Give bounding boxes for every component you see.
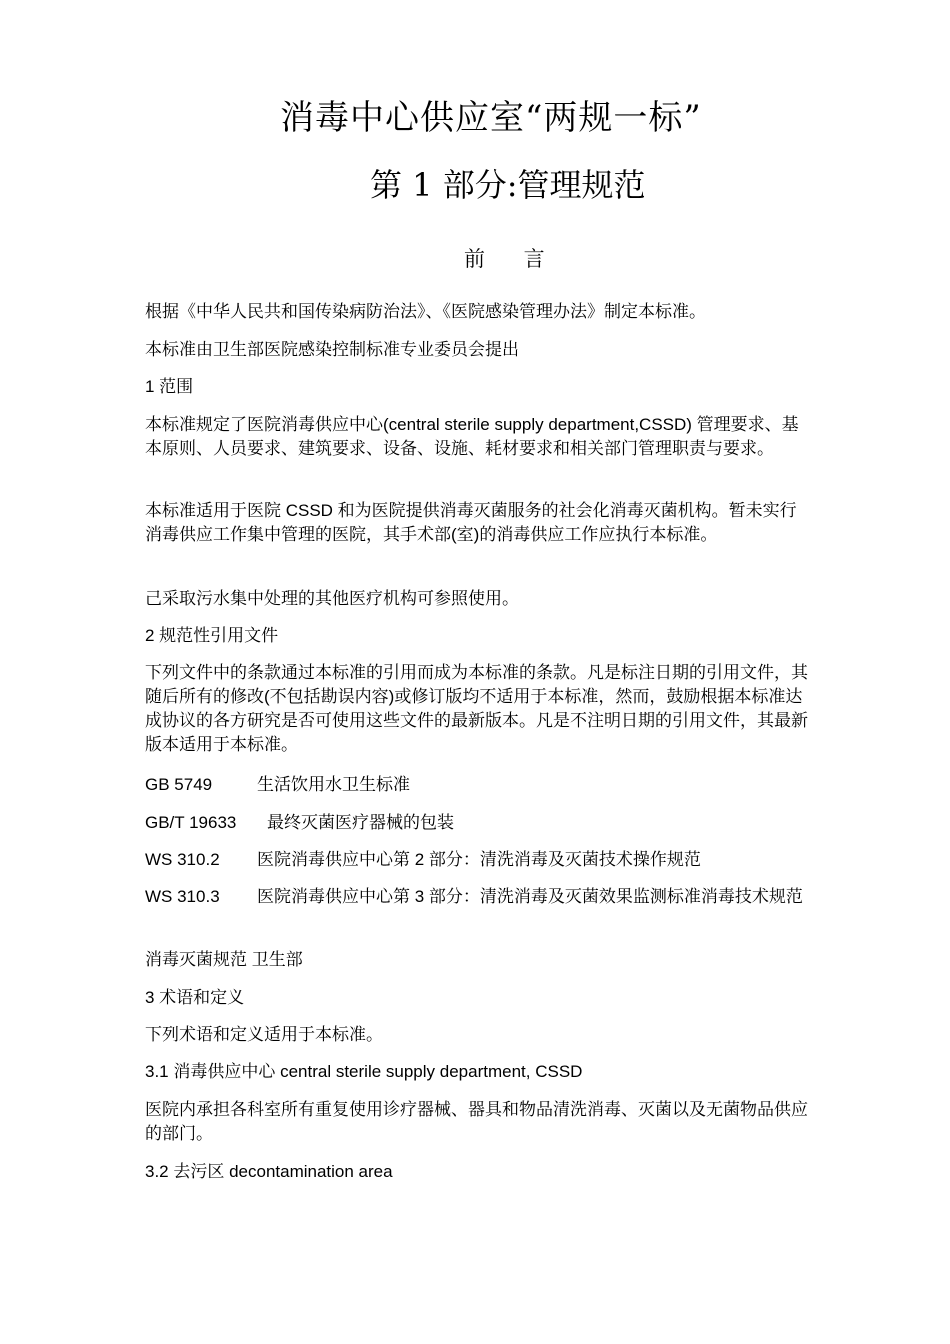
reference-title: 最终灭菌医疗器械的包装 (267, 813, 454, 832)
section-heading-text: 1 范围 (145, 377, 194, 396)
paragraph (145, 300, 810, 324)
reference-code: WS 310.3 (145, 887, 220, 906)
subsection-heading (145, 1160, 810, 1184)
paragraph-text: 下列文件中的条款通过本标准的引用而成为本标准的条款。凡是标注日期的引用文件，其随后所有的修改(不包括勘误内容)或修订版均不适用于本标准，然而，鼓励根据本标准达成协议的各方研究是否可使用这些文件的最新版本。凡是不注明日期的引用文件，其最新版本适用于本标准。 (145, 663, 808, 754)
paragraph-text: 本标准规定了医院消毒供应中心(central sterile supply department,CSSD) 管理要求、基本原则、人员要求、建筑要求、设备、设施、耗材要求和相关部门管理职责与要求。 (145, 415, 799, 458)
paragraph (145, 661, 810, 757)
subsection-heading-text: 3.2 去污区 decontamination area (145, 1162, 393, 1181)
reference-code: WS 310.2 (145, 850, 220, 869)
reference-item (145, 848, 810, 872)
paragraph (145, 948, 810, 972)
paragraph-text: 本标准由卫生部医院感染控制标准专业委员会提出 (145, 340, 519, 359)
paragraph (145, 1023, 810, 1047)
reference-title: 医院消毒供应中心第 2 部分：清洗消毒及灭菌技术操作规范 (257, 850, 701, 869)
reference-title: 医院消毒供应中心第 3 部分：清洗消毒及灭菌效果监测标准消毒技术规范 (257, 887, 803, 906)
paragraph (145, 1098, 810, 1146)
section-heading (145, 375, 810, 399)
section-heading-text: 2 规范性引用文件 (145, 626, 279, 645)
paragraph-text: 消毒灭菌规范 卫生部 (145, 950, 303, 969)
foreword-heading: 前 言 (464, 247, 561, 271)
paragraph (145, 587, 810, 611)
paragraph (145, 499, 810, 547)
reference-code: GB 5749 (145, 775, 213, 794)
section-heading (145, 986, 810, 1010)
reference-code: GB/T 19633 (145, 813, 237, 832)
paragraph-text: 医院内承担各科室所有重复使用诊疗器械、器具和物品清洗消毒、灭菌以及无菌物品供应的部门。 (145, 1100, 808, 1143)
paragraph-text: 根据《中华人民共和国传染病防治法》、《医院感染管理办法》制定本标准。 (145, 302, 706, 321)
subsection-heading-text: 3.1 消毒供应中心 central sterile supply department, CSSD (145, 1062, 583, 1081)
subsection-heading (145, 1060, 810, 1084)
document-subtitle: 第 1 部分:管理规范 (370, 166, 646, 204)
paragraph-text: 本标准适用于医院 CSSD 和为医院提供消毒灭菌服务的社会化消毒灭菌机构。暂未实行消毒供应工作集中管理的医院，其手术部(室)的消毒供应工作应执行本标准。 (145, 501, 797, 544)
paragraph (145, 413, 810, 461)
paragraph-text: 己采取污水集中处理的其他医疗机构可参照使用。 (145, 589, 519, 608)
paragraph-text: 下列术语和定义适用于本标准。 (145, 1025, 383, 1044)
paragraph (145, 338, 810, 362)
document-title: 消毒中心供应室“两规一标” (280, 98, 702, 138)
reference-item (145, 773, 810, 797)
reference-item (145, 811, 810, 835)
reference-title: 生活饮用水卫生标准 (257, 775, 410, 794)
section-heading-text: 3 术语和定义 (145, 988, 245, 1007)
section-heading (145, 624, 810, 648)
reference-item (145, 885, 810, 909)
